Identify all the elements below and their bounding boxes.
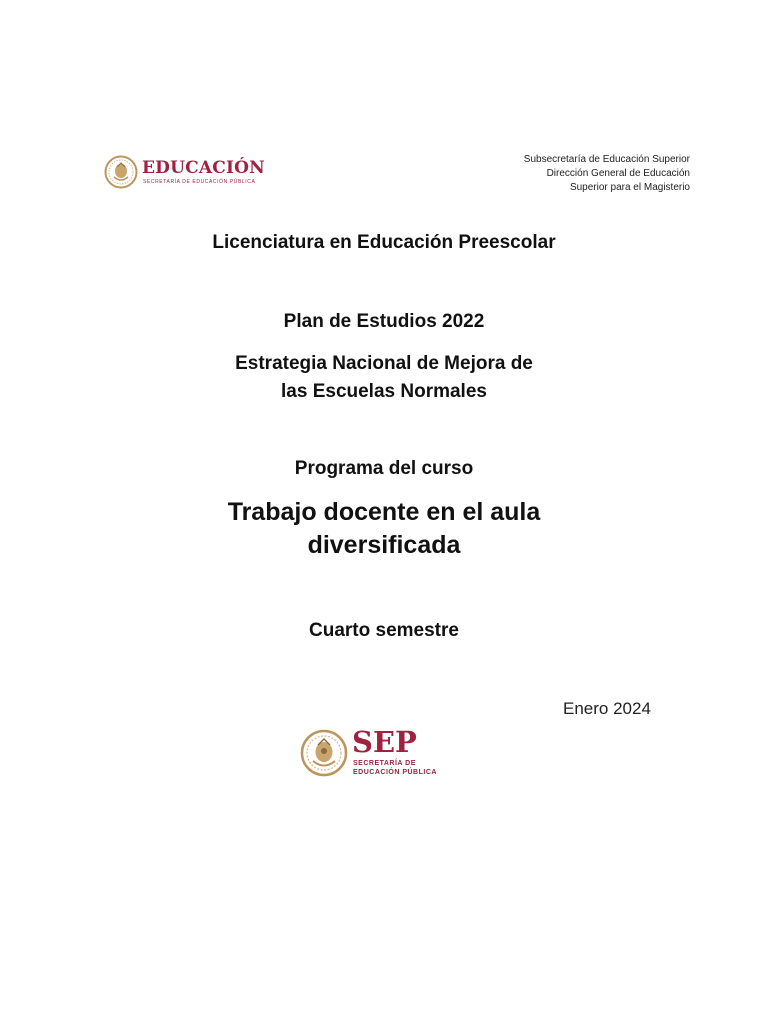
educacion-subtitle: SECRETARÍA DE EDUCACIÓN PÚBLICA bbox=[143, 179, 256, 185]
course-title-line-1: Trabajo docente en el aula bbox=[227, 498, 541, 526]
course-title bbox=[0, 496, 768, 562]
course-title-line-2: diversificada bbox=[307, 531, 461, 559]
educacion-logo bbox=[104, 155, 264, 191]
program-label: Programa del curso bbox=[294, 458, 474, 479]
coat-of-arms-icon bbox=[104, 155, 138, 189]
degree-title: Licenciatura en Educación Preescolar bbox=[212, 232, 556, 253]
sep-subtitle-line-1: SECRETARÍA DE bbox=[353, 760, 416, 767]
semester-label: Cuarto semestre bbox=[309, 620, 459, 641]
sep-wordmark: SEP bbox=[352, 725, 417, 759]
educacion-wordmark: EDUCACIÓN bbox=[142, 158, 265, 178]
strategy-line-2: las Escuelas Normales bbox=[281, 381, 487, 402]
strategy-title bbox=[0, 350, 768, 406]
publication-date: Enero 2024 bbox=[563, 699, 651, 718]
strategy-line-1: Estrategia Nacional de Mejora de bbox=[235, 353, 533, 374]
office-line-1: Subsecretaría de Educación Superior bbox=[523, 154, 690, 165]
sep-subtitle-line-2: EDUCACIÓN PÚBLICA bbox=[353, 769, 437, 776]
office-line-2: Dirección General de Educación bbox=[546, 168, 690, 179]
coat-of-arms-icon bbox=[300, 727, 348, 779]
sep-logo bbox=[300, 727, 450, 781]
office-line-3: Superior para el Magisterio bbox=[569, 182, 690, 193]
plan-title: Plan de Estudios 2022 bbox=[283, 311, 485, 332]
office-block bbox=[524, 153, 690, 195]
